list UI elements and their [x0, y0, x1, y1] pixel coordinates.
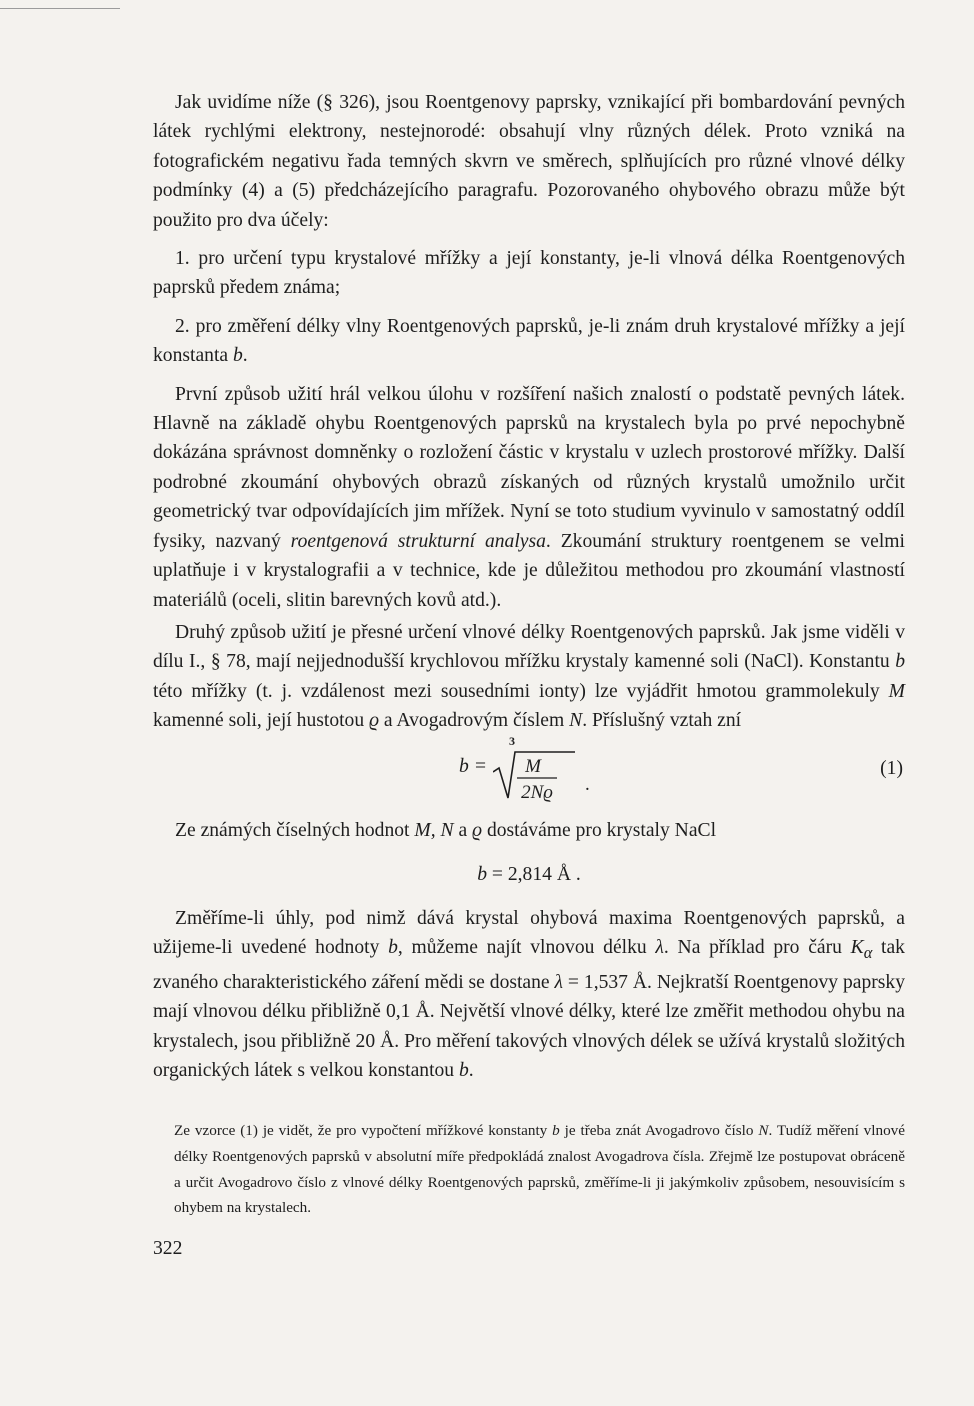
equation-1-lhs: b = — [459, 756, 487, 777]
para5-subscript-alpha: α — [863, 943, 873, 963]
paragraph-values — [153, 816, 905, 845]
top-edge-line — [0, 8, 120, 9]
para2-italic-term: roentgenová strukturní analysa — [290, 530, 546, 552]
cube-root-fraction — [493, 732, 613, 804]
footnote — [174, 1118, 905, 1221]
para4-text-a: Ze známých číselných hodnot — [175, 820, 415, 841]
footnote-text — [174, 1118, 905, 1221]
intro-paragraph: Jak uvidíme níže (§ 326), jsou Roentgenovy paprsky, vznikající při bombardování pevných látek rychlými elektrony, nestejnorodé: obsahují vlny různých délek. Proto vzniká na fotografickém negativu řada temných skvrn ve směrech, splňujících pro různé vlnové délky podmínky (4) a (5) předcházejícího paragrafu. Pozorovaného ohybového obrazu může být použito pro dva účely: — [153, 92, 905, 231]
footnote-text-a: Ze vzorce (1) je vidět, že pro vypočtení mřížkové konstanty — [174, 1122, 553, 1139]
para5-var-b: b — [388, 937, 398, 959]
para3-text-c: této mřížky (t. j. vzdálenost mezi sousedními ionty) lze vyjádřit hmotou grammolekuly — [153, 680, 889, 702]
item2-var-b: b — [233, 345, 243, 367]
fraction-numerator: M — [525, 756, 541, 777]
list-item-1: 1. pro určení typu krystalové mřížky a její konstanty, je-li vlnová délka Roentgenových paprsků předem známa; — [153, 248, 905, 299]
main-text-continued — [153, 816, 905, 845]
para3-var-rho: ϱ — [369, 710, 380, 732]
equation-1-block — [153, 732, 905, 804]
paragraph-second-method — [153, 618, 905, 736]
equation-2-var-b: b — [477, 864, 487, 885]
para3-text-d: kamenné soli, její hustotou — [153, 710, 370, 732]
para5-text-a: Změříme-li úhly, pod nimž dává krystal ohybová maxima Roentgenových paprsků, a užijeme-li uvedené hodnoty — [153, 908, 905, 959]
footnote-var-N: N — [758, 1122, 769, 1139]
para3-text-f: . Příslušný vztah zní — [582, 710, 742, 732]
para5-text-e: tak zvaného charakteristického záření mědi se dostane — [153, 937, 905, 993]
para3-text-a: Druhý způsob užití je přesné určení vlnové délky Roentgenových paprsků. Jak jsme viděli v dílu I., § 78, mají nejjednodušší krychlovou mřížku krystaly kamenné soli (NaCl). Konstantu — [153, 621, 905, 673]
equation-1-period: . — [585, 774, 590, 795]
para3-var-b: b — [895, 651, 905, 673]
para5-text-c: , můžeme najít vlnovou délku — [397, 937, 656, 959]
item2-end: . — [242, 345, 248, 367]
footnote-text-c: je třeba znát Avogadrovo číslo — [559, 1122, 759, 1139]
para5-var-b-2: b — [459, 1059, 469, 1081]
para2-text-b: . Zkoumání struktury roentgenem se velmi uplatňuje i v krystalografii a v technice, kde je důležitou methodou pro zkoumání vlastností materiálů (oceli, slitin barevných kovů atd.). — [153, 530, 905, 611]
equation-1 — [153, 732, 905, 802]
paragraph-wavelength — [153, 904, 905, 1085]
main-text — [153, 88, 905, 736]
equation-1-number: (1) — [880, 758, 903, 779]
para4-text-b: a — [453, 820, 473, 841]
para3-text-e: a Avogadrovým číslem — [379, 710, 570, 732]
para4-text-c: dostáváme pro krystaly NaCl — [482, 820, 717, 841]
para5-var-lambda-2: λ — [554, 971, 564, 993]
para4-vars: M, N — [414, 820, 454, 841]
equation-2 — [153, 860, 905, 889]
footnote-text-d: . Tudíž měření vlnové délky Roentgenových paprsků v absolutní míře předpokládá znalost Avogadrova čísla. Zřejmě lze postupovat obráceně a určit Avogadrovo číslo z vlnové délky Roentgenových paprsků, změříme-li ji jakýmkoliv způsobem, nesouvisícím s ohybem na krystalech. — [174, 1122, 906, 1217]
para5-var-lambda: λ — [655, 937, 664, 959]
item2-text: 2. pro změření délky vlny Roentgenových paprsků, je-li znám druh krystalové mřížky a její konstanta — [153, 315, 905, 367]
para5-var-K: K — [850, 937, 864, 959]
footnote-var-b: b — [552, 1122, 560, 1139]
page-number: 322 — [153, 1238, 183, 1259]
para3-var-M: M — [888, 680, 905, 702]
para5-text-f: = 1,537 Å. Nejkratší Roentgenovy paprsky mají vlnovou délku přibližně 0,1 Å. Největší vlnové délky, které lze změřit methodou ohybu na krystalech, jsou přibližně 20 Å. Pro měření takových vlnových délek se užívá krystalů složitých organických látek s velkou konstantou — [153, 971, 905, 1081]
paragraph-first-method — [153, 380, 905, 615]
root-index: 3 — [509, 734, 515, 748]
para5-text-d: . Na příklad pro čáru — [663, 937, 851, 959]
para5-text-h: . — [468, 1059, 474, 1081]
para4-var-rho: ϱ — [472, 820, 483, 841]
para2-text-a: První způsob užití hrál velkou úlohu v rozšíření našich znalostí o podstatě pevných látek. Hlavně na základě ohybu Roentgenových paprsků na krystalech byla po prvé nepochybně dokázána správnost domněnky o rozložení částic v krystalu v uzlech prostorové mřížky. Další podrobné zkoumání ohybových obrazů získaných od různých krystalů umožnilo určit geometrický tvar odpovídajících jim mřížek. Nyní se toto studium vyvinulo v samostatný oddíl fysiky, nazvaný — [153, 383, 905, 552]
equation-2-value: = 2,814 Å . — [487, 864, 581, 885]
main-text-final — [153, 904, 905, 1085]
fraction-denominator: 2Nϱ — [521, 782, 553, 803]
para3-var-N: N — [569, 710, 583, 732]
list-item-2 — [153, 312, 905, 371]
